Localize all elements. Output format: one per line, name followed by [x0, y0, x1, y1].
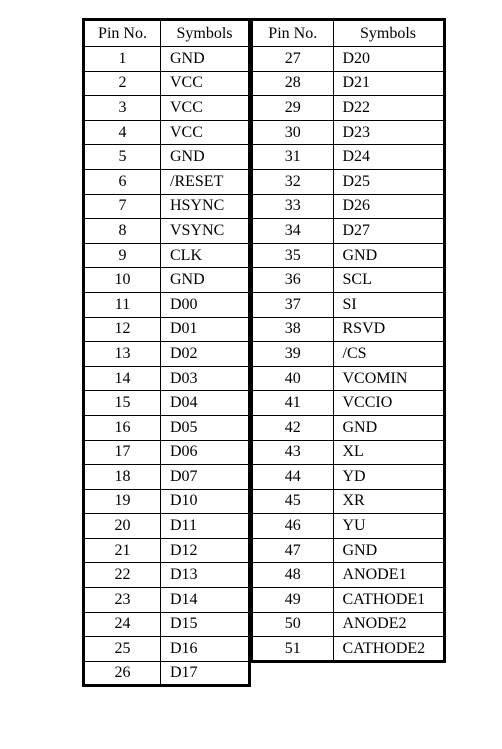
table-row: [84, 120, 250, 145]
pin-symbol-cell: D23: [333, 120, 444, 145]
pin-symbol-cell: VCCIO: [333, 391, 444, 416]
pin-number-cell: 51: [252, 637, 333, 662]
table-header-row: [252, 20, 444, 47]
pin-table-right: [251, 18, 446, 663]
symbols-header: Symbols: [333, 20, 444, 47]
pin-symbol-cell: GND: [161, 268, 250, 293]
table-row: [84, 71, 250, 96]
pin-number-cell: 24: [84, 612, 161, 637]
table-row: [252, 47, 444, 72]
pin-number-cell: 23: [84, 588, 161, 613]
pin-number-cell: 5: [84, 145, 161, 170]
pin-symbol-cell: YU: [333, 514, 444, 539]
table-header-row: [84, 20, 250, 47]
pin-number-cell: 37: [252, 292, 333, 317]
pin-number-cell: 39: [252, 342, 333, 367]
table-row: [252, 637, 444, 662]
table-row: [84, 194, 250, 219]
pin-number-cell: 31: [252, 145, 333, 170]
table-row: [252, 514, 444, 539]
table-row: [84, 219, 250, 244]
pin-symbol-cell: CLK: [161, 243, 250, 268]
pin-number-cell: 29: [252, 96, 333, 121]
table-row: [84, 268, 250, 293]
pin-number-cell: 42: [252, 415, 333, 440]
pin-number-cell: 46: [252, 514, 333, 539]
table-row: [252, 243, 444, 268]
pin-symbol-cell: SCL: [333, 268, 444, 293]
table-row: [84, 47, 250, 72]
table-row: [84, 317, 250, 342]
pin-number-cell: 10: [84, 268, 161, 293]
pin-symbol-cell: D24: [333, 145, 444, 170]
table-row: [84, 612, 250, 637]
pin-number-cell: 4: [84, 120, 161, 145]
pin-number-cell: 3: [84, 96, 161, 121]
table-row: [84, 145, 250, 170]
pin-symbol-cell: D21: [333, 71, 444, 96]
pin-symbol-cell: VCC: [161, 96, 250, 121]
pin-number-cell: 7: [84, 194, 161, 219]
pin-number-cell: 12: [84, 317, 161, 342]
pin-symbol-cell: D07: [161, 465, 250, 490]
pin-number-cell: 44: [252, 465, 333, 490]
pin-symbol-cell: D16: [161, 637, 250, 662]
table-row: [84, 96, 250, 121]
pin-symbol-cell: RSVD: [333, 317, 444, 342]
pin-number-cell: 38: [252, 317, 333, 342]
pin-symbol-cell: GND: [333, 538, 444, 563]
table-row: [252, 71, 444, 96]
pin-symbol-cell: D10: [161, 489, 250, 514]
pin-symbol-cell: /CS: [333, 342, 444, 367]
table-row: [252, 342, 444, 367]
pin-symbol-cell: XR: [333, 489, 444, 514]
pin-symbol-cell: GND: [333, 415, 444, 440]
pin-symbol-cell: GND: [161, 145, 250, 170]
table-row: [252, 292, 444, 317]
table-row: [84, 366, 250, 391]
pin-number-cell: 18: [84, 465, 161, 490]
pin-number-cell: 28: [252, 71, 333, 96]
pin-symbol-cell: SI: [333, 292, 444, 317]
table-row: [252, 415, 444, 440]
pin-number-cell: 45: [252, 489, 333, 514]
pin-number-cell: 27: [252, 47, 333, 72]
table-row: [84, 465, 250, 490]
table-row: [252, 465, 444, 490]
pin-symbol-cell: D22: [333, 96, 444, 121]
pin-symbol-cell: D13: [161, 563, 250, 588]
table-row: [252, 588, 444, 613]
pin-number-cell: 21: [84, 538, 161, 563]
table-row: [84, 661, 250, 686]
pin-symbol-cell: VSYNC: [161, 219, 250, 244]
pin-symbol-cell: ANODE2: [333, 612, 444, 637]
table-row: [252, 440, 444, 465]
pin-symbol-cell: GND: [161, 47, 250, 72]
pin-symbol-cell: D15: [161, 612, 250, 637]
table-row: [252, 169, 444, 194]
pin-symbol-cell: D11: [161, 514, 250, 539]
pin-symbol-cell: D03: [161, 366, 250, 391]
pin-symbol-cell: D06: [161, 440, 250, 465]
table-row: [252, 366, 444, 391]
pin-number-cell: 34: [252, 219, 333, 244]
pin-number-cell: 48: [252, 563, 333, 588]
pin-symbol-cell: D27: [333, 219, 444, 244]
table-row: [252, 96, 444, 121]
table-row: [252, 268, 444, 293]
pin-symbol-cell: YD: [333, 465, 444, 490]
pin-number-cell: 22: [84, 563, 161, 588]
pin-symbol-cell: VCOMIN: [333, 366, 444, 391]
pin-number-cell: 8: [84, 219, 161, 244]
pin-table-left-body: [84, 47, 250, 686]
pin-number-cell: 2: [84, 71, 161, 96]
pin-number-cell: 49: [252, 588, 333, 613]
pin-symbol-cell: ANODE1: [333, 563, 444, 588]
pin-table-right-body: [252, 47, 444, 662]
pin-number-cell: 20: [84, 514, 161, 539]
pin-symbol-cell: D04: [161, 391, 250, 416]
table-row: [252, 194, 444, 219]
pin-no-header: Pin No.: [84, 20, 161, 47]
pin-number-cell: 40: [252, 366, 333, 391]
table-row: [84, 538, 250, 563]
pin-symbol-cell: GND: [333, 243, 444, 268]
table-row: [252, 391, 444, 416]
pin-symbol-cell: D05: [161, 415, 250, 440]
pin-symbol-cell: D17: [161, 661, 250, 686]
pin-symbol-cell: VCC: [161, 71, 250, 96]
table-row: [252, 145, 444, 170]
table-row: [84, 415, 250, 440]
pin-symbol-cell: /RESET: [161, 169, 250, 194]
table-row: [252, 538, 444, 563]
pin-number-cell: 11: [84, 292, 161, 317]
pin-symbol-cell: HSYNC: [161, 194, 250, 219]
table-row: [84, 391, 250, 416]
pin-symbol-cell: D00: [161, 292, 250, 317]
pin-number-cell: 43: [252, 440, 333, 465]
pin-number-cell: 41: [252, 391, 333, 416]
pin-symbol-cell: XL: [333, 440, 444, 465]
pin-number-cell: 35: [252, 243, 333, 268]
pin-number-cell: 25: [84, 637, 161, 662]
pin-number-cell: 30: [252, 120, 333, 145]
pin-symbol-cell: CATHODE2: [333, 637, 444, 662]
pin-symbol-cell: D20: [333, 47, 444, 72]
pin-number-cell: 15: [84, 391, 161, 416]
pin-symbol-cell: D14: [161, 588, 250, 613]
pin-symbol-cell: D25: [333, 169, 444, 194]
pin-symbol-cell: CATHODE1: [333, 588, 444, 613]
pin-number-cell: 32: [252, 169, 333, 194]
symbols-header: Symbols: [161, 20, 250, 47]
pin-number-cell: 47: [252, 538, 333, 563]
table-row: [252, 317, 444, 342]
table-row: [252, 219, 444, 244]
table-row: [84, 292, 250, 317]
pin-symbol-cell: D12: [161, 538, 250, 563]
table-row: [84, 637, 250, 662]
table-row: [252, 120, 444, 145]
pin-number-cell: 19: [84, 489, 161, 514]
pin-number-cell: 36: [252, 268, 333, 293]
pin-number-cell: 9: [84, 243, 161, 268]
pin-number-cell: 50: [252, 612, 333, 637]
pin-number-cell: 16: [84, 415, 161, 440]
table-row: [84, 169, 250, 194]
table-row: [84, 588, 250, 613]
pin-number-cell: 33: [252, 194, 333, 219]
table-row: [252, 489, 444, 514]
table-row: [84, 489, 250, 514]
table-row: [84, 514, 250, 539]
table-row: [84, 440, 250, 465]
pin-number-cell: 26: [84, 661, 161, 686]
table-row: [252, 563, 444, 588]
pin-number-cell: 17: [84, 440, 161, 465]
table-row: [84, 243, 250, 268]
pin-table-left: [82, 18, 251, 687]
table-row: [84, 342, 250, 367]
pin-number-cell: 13: [84, 342, 161, 367]
pin-symbol-cell: D02: [161, 342, 250, 367]
pin-no-header: Pin No.: [252, 20, 333, 47]
pin-number-cell: 6: [84, 169, 161, 194]
pin-number-cell: 1: [84, 47, 161, 72]
pin-symbol-cell: VCC: [161, 120, 250, 145]
table-row: [252, 612, 444, 637]
pin-symbol-cell: D26: [333, 194, 444, 219]
pin-number-cell: 14: [84, 366, 161, 391]
pin-symbol-cell: D01: [161, 317, 250, 342]
table-row: [84, 563, 250, 588]
